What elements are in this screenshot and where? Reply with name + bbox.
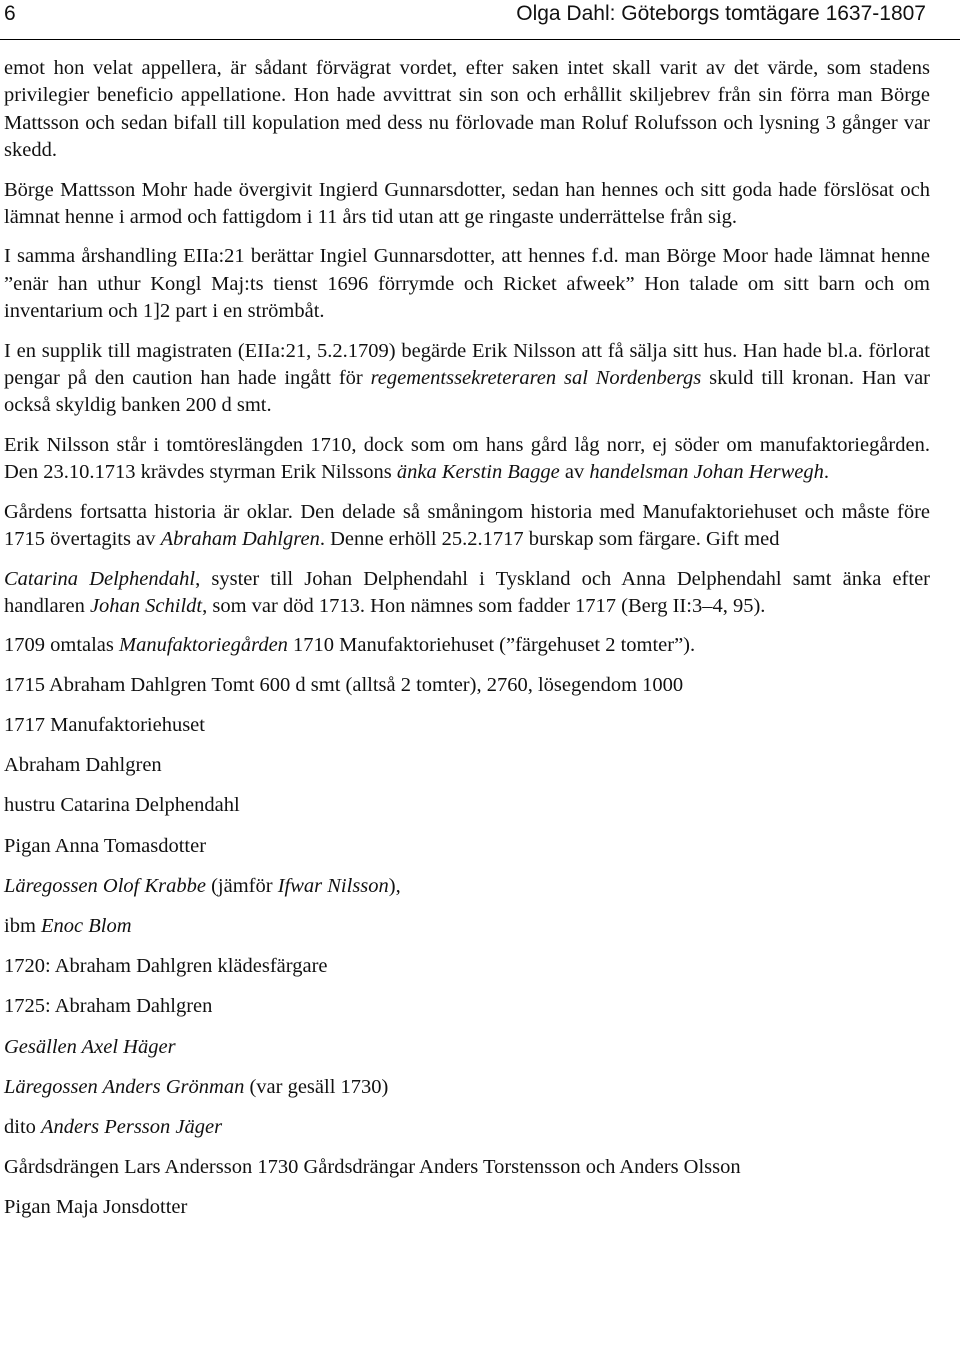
italic-text-run: Gesällen Axel Häger (4, 1035, 176, 1058)
paragraph-appeal-divorce: emot hon velat appellera, är sådant förvägrat vordet, efter saken intet skall varit av det värde, som stadens privilegier beneficio appellatione. Hon hade avvittrat sin son och erhållit skiljebrev från sin förra man Börge Mattsson och sedan bifall till kopulation med dess nu förlovade man Roluf Rolufsson och lysning 3 gånger var skedd. (4, 57, 930, 162)
text-run: ibm (4, 914, 42, 937)
paragraph-borge-mattsson: Börge Mattsson Mohr hade övergivit Ingierd Gunnarsdotter, sedan han hennes och sitt goda hade förslösat och lämnat henne i armod och fattigdom i 11 års tid utan att ge ringaste underrättelse från sig. (4, 178, 930, 229)
record-line-dito (4, 1114, 930, 1141)
paragraph-tomtoreslangden (4, 432, 930, 487)
record-line-maid: Pigan Anna Tomasdotter (4, 834, 207, 857)
body-text (4, 55, 930, 1222)
page-number: 6 (4, 2, 16, 25)
paragraph-manufaktoriegarden (4, 632, 930, 659)
header-title: Olga Dahl: Göteborgs tomtägare 1637-1807 (516, 2, 926, 25)
italic-text-run: Läregossen Anders Grönman (4, 1075, 245, 1098)
italic-text-run: regementssekreteraren sal Nordenbergs (370, 367, 702, 390)
running-header (4, 0, 926, 30)
italic-text-run: Catarina Delphendahl (4, 567, 196, 590)
text-run: Gårdens fortsatta historia är oklar. Den delade så småningom historia med Manufaktoriehuset och måste före 1715 övertagits av (4, 500, 930, 551)
record-line-1725: 1725: Abraham Dahlgren (4, 995, 213, 1018)
record-line-1720: 1720: Abraham Dahlgren klädesfärgare (4, 955, 328, 978)
record-line-wife: hustru Catarina Delphendahl (4, 794, 240, 817)
record-line-1717: 1717 Manufaktoriehuset (4, 713, 205, 736)
text-run: , syster till Johan Delphendahl i Tyskland och Anna Delphendahl samt änka efter handlaren (4, 567, 930, 617)
record-line-journeyman (4, 1034, 930, 1061)
record-line-farmhands: Gårdsdrängen Lars Andersson 1730 Gårdsdrängar Anders Torstensson och Anders Olsson (4, 1156, 741, 1179)
text-run: skuld till kronan. Han var också skyldig banken 200 d smt. (4, 367, 930, 417)
italic-text-run: Abraham Dahlgren (160, 528, 320, 551)
record-line-1715: 1715 Abraham Dahlgren Tomt 600 d smt (alltså 2 tomter), 2760, lösegendom 1000 (4, 673, 684, 696)
text-run: ), (388, 874, 401, 897)
text-run: av (559, 461, 590, 484)
italic-text-run: Enoc Blom (41, 914, 132, 937)
text-run: . Denne erhöll 25.2.1717 burskap som färgare. Gift med (319, 528, 780, 551)
record-line-ibm (4, 913, 930, 940)
italic-text-run: handelsman Johan Herwegh (589, 461, 824, 484)
text-run: , som var död 1713. Hon nämnes som fadder 1717 (Berg II:3–4, 95). (202, 594, 766, 617)
text-run: 1710 Manufaktoriehuset (”färgehuset 2 tomter”). (287, 634, 696, 657)
italic-text-run: Manufaktoriegården (119, 634, 288, 657)
header-rule (0, 39, 960, 40)
text-run: dito (4, 1115, 42, 1138)
text-run: 1709 omtalas (4, 634, 120, 657)
text-run: I en supplik till magistraten (EIIa:21, 5.2.1709) begärde Erik Nilsson att få sälja sitt hus. Han hade bl.a. förlorat pengar på den caution han hade ingått för (4, 339, 930, 390)
text-run: (jämför (205, 874, 278, 897)
italic-text-run: Läregossen Olof Krabbe (4, 874, 206, 897)
paragraph-arshandling: I samma årshandling EIIa:21 berättar Ingiel Gunnarsdotter, att hennes f.d. man Börge Moor hade lämnat henne ”enär han uthur Kongl Maj:ts tienst 1696 förrymde och Ricket afweek” Hon talade om sitt barn och om inventarium och 1]2 part i en strömbåt. (4, 245, 930, 323)
text-run: (var gesäll 1730) (244, 1075, 389, 1098)
italic-text-run: Anders Persson Jäger (41, 1115, 223, 1138)
record-line-apprentice-gronman (4, 1074, 930, 1101)
italic-text-run: änka Kerstin Bagge (396, 461, 560, 484)
text-run: . (823, 461, 830, 484)
italic-text-run: Ifwar Nilsson (277, 874, 389, 897)
text-run: Erik Nilsson står i tomtöreslängden 1710, dock som om hans gård låg norr, ej söder om manufaktoriegården. Den 23.10.1713 krävdes styrman Erik Nilssons (4, 433, 930, 484)
record-line-maid-maja: Pigan Maja Jonsdotter (4, 1196, 188, 1219)
paragraph-catarina-delphendahl (4, 566, 930, 621)
italic-text-run: Johan Schildt (89, 594, 203, 617)
paragraph-supplik (4, 338, 930, 420)
record-line-apprentice (4, 873, 930, 900)
record-line-owner: Abraham Dahlgren (4, 754, 162, 777)
paragraph-fortsatta-historia (4, 499, 930, 554)
